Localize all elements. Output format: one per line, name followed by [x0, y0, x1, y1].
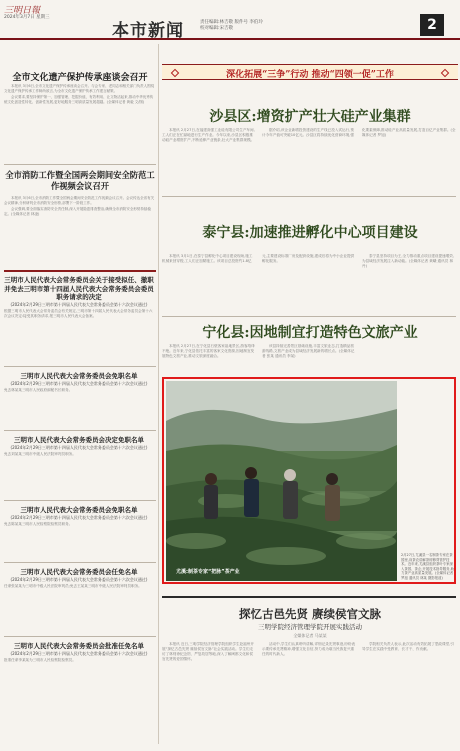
story-1-paragraph: 据介绍,该企业新增投资建设的生产线已投入试运行,预计今年产值可突破10亿元。沙县区将持续优化营商环境,强化要素保障,推动硅产业高质量发展,打造百亿产业集群。(全媒体记者 罗旭)	[262, 128, 456, 138]
divider	[4, 366, 156, 367]
article-2-paragraph: 本报讯 3月6日,全市消防工作暨全国两会期间安全防范工作视频会议召开。会议传达全省有关会议精神,分析研判全市消防安全形势,部署下一阶段工作。	[4, 196, 155, 205]
divider	[4, 430, 156, 431]
notice	[4, 642, 154, 663]
notice-date: (2024年2月29日三明市第十四届人民代表大会常务委员会第十六次会议通过)	[10, 301, 148, 307]
divider	[4, 270, 156, 272]
story-2-paragraph: 泰宁县坚持项目为王,全力推动重点项目建设提速增效,为县域经济发展注入新动能。(全媒体记者 黄曦 通讯员 林丹)	[362, 254, 454, 269]
notice	[4, 276, 154, 319]
article-1-paragraph: 会议要求,要坚持保护第一、加强管理、挖掘价值、有效利用、让文物活起来,推动中华优秀传统文化创造性转化、创新性发展,更好地服务三明高质量发展超越。(全媒体记者 黄毅 文/图)	[4, 95, 154, 104]
notice	[4, 568, 154, 589]
story-2-paragraph: 本报讯 3月1日,在泰宁县孵化中心项目建设现场,施工机械来回穿梭,工人们正加紧施工。该项目总投资约1.8亿元,主要建设标准厂房及配套设施,建成后将为中小企业提供孵化服务。	[162, 254, 355, 264]
editor-credits	[200, 20, 263, 32]
divider	[4, 636, 156, 637]
story-4-paragraph: 本报讯 近日,三明学院经济管理学院组织学生赴福州开展“探忆古邑先贤 赓续侯官文脉”社会实践活动。学生们走访了林则徐纪念馆、严复故居等地,深入了解闽都文化和侯官先贤的爱国情怀。	[162, 642, 254, 662]
notice-title: 三明市人民代表大会常务委员会免职名单	[20, 506, 138, 514]
article-1-body	[4, 84, 156, 160]
masthead	[0, 0, 460, 40]
photo-title: 尤溪:制茶专家“把脉”茶产业	[176, 569, 240, 575]
story-3-headline: 宁化县:因地制宜打造特色文旅产业	[202, 325, 418, 341]
article-2-paragraph: 会议强调,要全面落实消防安全责任制,深入开展隐患排查整治,确保全市消防安全形势持续稳定。(全媒体记者 林凌)	[4, 207, 151, 216]
photo-caption: 2月27日,尤溪县一名制茶专家在茶园里,向茶农讲解茶树修剪管护技术。近年来,尤溪县组织茶叶专家深入茶园、茶企,开展技术指导服务,助力茶产业高质量发展。(全媒体记者 罗旭 通讯员 林某 摄影报道)	[401, 553, 455, 580]
story-2-body	[162, 254, 456, 312]
divider	[4, 164, 156, 165]
divider	[162, 596, 456, 598]
newspaper-logo: 三明日報	[4, 6, 41, 16]
story-4-body	[162, 642, 456, 742]
story-2-headline: 泰宁县:加速推进孵化中心项目建设	[202, 225, 418, 241]
story-3-paragraph: 本报讯 2月27日,在宁化县石壁客家祖地景区,游客络绎不绝。近年来,宁化县依托丰富的客家文化资源,因地制宜发展特色文旅产业,推动文旅深度融合。	[162, 344, 255, 359]
article-1-title: 全市文化遗产保护传承座谈会召开	[12, 73, 148, 83]
notice	[4, 506, 154, 527]
story-1-paragraph: 本报讯 2月27日,在福建高强工业硅有限公司生产车间,工人们正在忙碌地进行生产作业。今年以来,沙县区积极推动硅产业增资扩产,不断延伸产业链条,壮大产业集群规模。	[162, 128, 255, 143]
divider	[4, 500, 156, 501]
notice-date: (2024年2月29日三明市第十四届人民代表大会常务委员会第十六次会议通过)	[10, 650, 148, 656]
article-1-paragraph: 本报讯 3月6日,全市文化遗产保护传承座谈会召开。与会专家、老同志和相关部门负责人围绕文化遗产保护传承工作畅所欲言,为全市文化遗产保护传承工作建言献策。	[4, 84, 155, 93]
tea-garden-photo	[166, 381, 397, 581]
notice-date: (2024年2月29日三明市第十四届人民代表大会常务委员会第十六次会议通过)	[10, 514, 148, 520]
story-1-headline: 沙县区:增资扩产壮大硅产业集群	[209, 109, 411, 125]
notice-body: 任命张某某为三明市中级人民法院审判员;免去王某某三明市中级人民法院审判员职务。	[4, 584, 142, 588]
column-divider	[158, 44, 159, 744]
story-1-body	[162, 128, 456, 186]
page-number: 2	[420, 14, 444, 36]
notice-title: 三明市人民代表大会常务委员会任免名单	[20, 568, 138, 576]
notice	[4, 436, 154, 457]
notice-body: 免去陈某某三明市人民检察院检察员职务。	[4, 522, 73, 526]
notice-title: 三明市人民代表大会常务委员会关于接受拟任、撤职并免去三明市第十四届人民代表大会常务委员会委员职务请求的决定	[4, 276, 154, 301]
story-3-body	[162, 344, 456, 374]
story-4-headline: 探忆古邑先贤 赓续侯官文脉	[238, 607, 381, 621]
notice-body: 免去林某某三明市人民政府副秘书长职务。	[4, 388, 73, 392]
issue-date: 2024年3月7日 星期三	[4, 15, 50, 20]
notice-title: 三明市人民代表大会常务委员会免职名单	[20, 372, 138, 380]
story-4-paragraph: 活动中,学生们认真聆听讲解,详细记录先贤事迹,纷纷表示要传承先贤精神,增强文化自信,努力成为堪当民族复兴重任的时代新人。	[262, 642, 356, 657]
story-3-paragraph: 该县持续完善景区基础设施,丰富文旅业态,打造精品旅游线路,文旅产业成为县域经济发展新的增长点。(全媒体记者 张某 通讯员 李某)	[262, 344, 355, 359]
divider	[162, 196, 456, 197]
notice-date: (2024年2月29日三明市第十四届人民代表大会常务委员会第十六次会议通过)	[10, 380, 148, 386]
divider	[4, 562, 156, 563]
campaign-banner	[162, 64, 458, 80]
divider	[162, 316, 456, 317]
story-4-paragraph: 学院相关负责人表示,此次活动有效拓展了思政课堂,引导学生在实践中受教育、长才干、作贡献。	[362, 642, 454, 652]
notice-title: 三明市人民代表大会常务委员会批准任免名单	[14, 642, 144, 650]
notice-date: (2024年2月29日三明市第十四届人民代表大会常务委员会第十六次会议通过)	[10, 576, 148, 582]
editor-line-2: 校对编辑:宋吉敬	[200, 26, 234, 31]
story-4-byline: 全媒体记者 马某某	[293, 633, 327, 638]
notice-body: 免去刘某某三明市中级人民法院审判员职务。	[4, 452, 76, 456]
notice	[4, 372, 154, 393]
notice-date: (2024年2月29日三明市第十四届人民代表大会常务委员会第十六次会议通过)	[10, 444, 148, 450]
section-title: 本市新闻	[112, 21, 184, 41]
editor-line-1: 责任编辑:林吉敬 版件号 李伯玲	[200, 20, 263, 25]
article-2-title: 全市消防工作暨全国两会期间安全防范工作视频会议召开	[5, 170, 155, 191]
story-4-subheadline: 三明学院经济管理学院开展实践活动	[258, 623, 362, 631]
article-2-body	[4, 196, 156, 266]
notice-title: 三明市人民代表大会常务委员会决定免职名单	[14, 436, 144, 444]
notice-body: 批准任命李某某为三明市人民检察院检察员。	[4, 658, 76, 662]
photo-highlight-frame	[162, 377, 456, 584]
banner-text: 深化拓展“三争”行动 推动“四领一促”工作	[226, 70, 394, 80]
notice-body: 根据三明市人民代表大会常务委员会有关规定,三明市第十四届人民代表大会常务委员会第十六次会议决定:接受其职务请求,报三明市人民代表大会备案。	[4, 309, 153, 318]
